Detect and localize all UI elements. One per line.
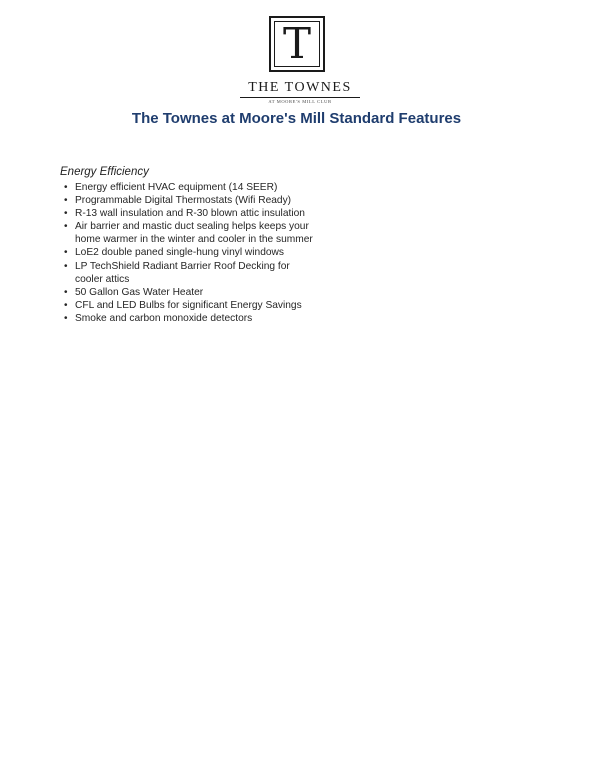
list-item: [64, 181, 320, 194]
bullet-icon: •: [64, 208, 68, 220]
list-item: [64, 286, 320, 299]
list-item-text: Energy efficient HVAC equipment (14 SEER): [75, 182, 278, 193]
bullet-icon: •: [64, 195, 68, 207]
list-item: [64, 246, 320, 259]
bullet-icon: •: [64, 247, 68, 259]
list-item: [64, 220, 320, 246]
list-item-text: Programmable Digital Thermostats (Wifi Ready): [75, 195, 292, 207]
feature-list: [60, 181, 320, 325]
list-item-text: CFL and LED Bulbs for significant Energy Savings: [75, 299, 302, 311]
list-item: [64, 260, 320, 286]
bullet-icon: •: [64, 182, 68, 193]
bullet-icon: •: [64, 260, 68, 272]
logo-monogram: T: [282, 19, 311, 68]
list-item-text: 50 Gallon Gas Water Heater: [75, 286, 204, 298]
list-item-text: LoE2 double paned single-hung vinyl windows: [75, 247, 284, 259]
logo-frame: [269, 16, 325, 72]
list-item: [64, 194, 320, 207]
page-title: The Townes at Moore's Mill Standard Features: [131, 110, 462, 127]
logo-wordmark: THE TOWNES: [248, 80, 352, 95]
bullet-icon: •: [64, 299, 68, 311]
list-item-text: LP TechShield Radiant Barrier Roof Decking for cooler attics: [75, 260, 290, 285]
bullet-icon: •: [64, 221, 68, 233]
list-item-text: R-13 wall insulation and R-30 blown attic insulation: [75, 208, 305, 220]
bullet-icon: •: [64, 312, 68, 324]
bullet-icon: •: [64, 286, 68, 298]
section-heading: Energy Efficiency: [60, 166, 149, 178]
list-item-text: Smoke and carbon monoxide detectors: [75, 312, 253, 324]
list-item: [64, 299, 320, 312]
brand-logo: [236, 16, 364, 106]
list-item: [64, 207, 320, 220]
list-item-text: Air barrier and mastic duct sealing helps keeps your home warmer in the winter and cooler in the summer: [75, 221, 313, 246]
energy-efficiency-section: [60, 165, 320, 325]
logo-tagline: AT MOORE'S MILL CLUB: [268, 99, 332, 104]
list-item: [64, 312, 320, 325]
